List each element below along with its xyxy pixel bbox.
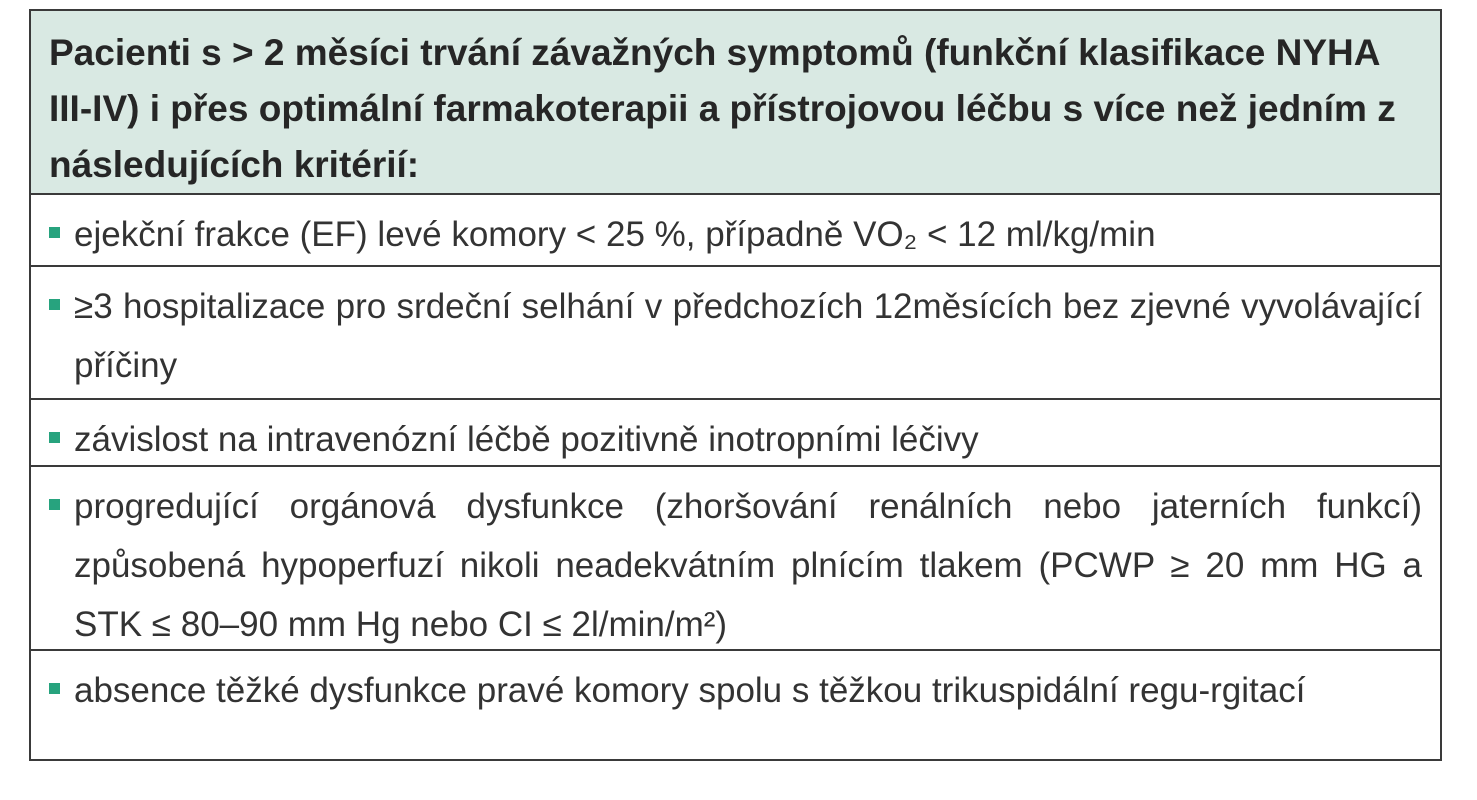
criteria-row (31, 467, 1440, 651)
criteria-row (31, 651, 1440, 759)
criteria-table (29, 9, 1442, 761)
criteria-row (31, 267, 1440, 400)
criteria-row (31, 195, 1440, 267)
criteria-text: ≥3 hospitalizace pro srdeční selhání v předchozích 12měsících bez zjevné vyvolávající příčiny (74, 287, 1422, 385)
square-bullet-icon (49, 432, 60, 443)
square-bullet-icon (49, 499, 60, 510)
table-header: Pacienti s > 2 měsíci trvání závažných symptomů (funkční klasifikace NYHA III-IV) i přes optimální farmakoterapii a přístrojovou léčbu s více než jedním z následujících kritérií: (31, 11, 1440, 195)
square-bullet-icon (49, 683, 60, 694)
square-bullet-icon (49, 227, 60, 238)
square-bullet-icon (49, 299, 60, 310)
criteria-text: absence těžké dysfunkce pravé komory spolu s těžkou trikuspidální regu-rgitací (74, 671, 1306, 710)
criteria-text: závislost na intravenózní léčbě pozitivně inotropními léčivy (74, 420, 979, 459)
criteria-row (31, 400, 1440, 467)
criteria-text: progredující orgánová dysfunkce (zhoršování renálních nebo jaterních funkcí) způsobená hypoperfuzí nikoli neadekvátním plnícím tlakem (PCWP ≥ 20 mm HG a STK ≤ 80–90 mm Hg nebo CI ≤ 2l/min/m²) (74, 487, 1422, 644)
criteria-text: ejekční frakce (EF) levé komory < 25 %, případně VO₂ < 12 ml/kg/min (74, 215, 1156, 254)
